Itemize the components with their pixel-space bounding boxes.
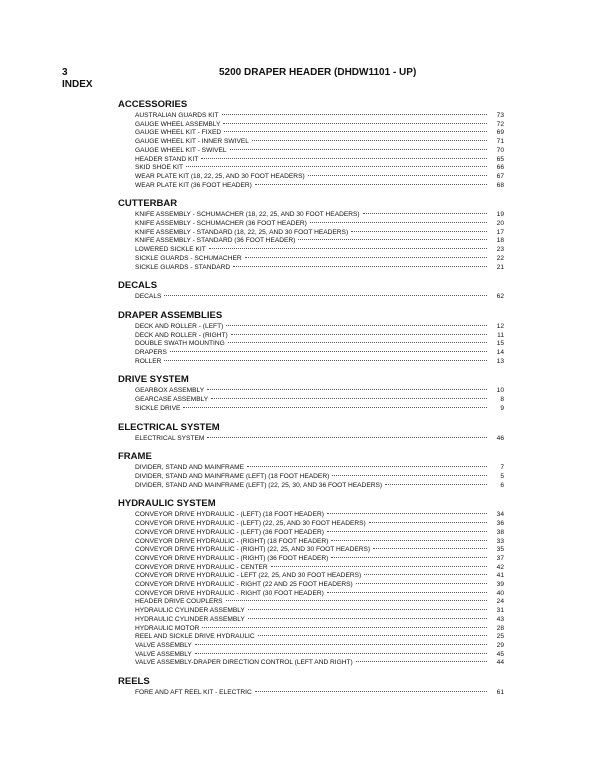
dot-leader xyxy=(233,266,487,267)
dot-leader xyxy=(183,407,487,408)
entry-page-number: 23 xyxy=(496,246,504,254)
dot-leader xyxy=(327,531,487,532)
entry-name: KNIFE ASSEMBLY - SCHUMACHER (36 FOOT HEADER) xyxy=(135,220,307,228)
dot-leader xyxy=(209,248,487,249)
index-entry[interactable] xyxy=(118,293,504,302)
index-entry[interactable] xyxy=(118,121,504,130)
index-entry[interactable] xyxy=(118,529,504,538)
dot-leader xyxy=(351,231,487,232)
index-entry[interactable] xyxy=(118,358,504,367)
dot-leader xyxy=(226,600,487,601)
index-entry[interactable] xyxy=(118,511,504,520)
entry-page-number: 38 xyxy=(496,528,504,536)
index-entry[interactable] xyxy=(118,264,504,273)
entry-name: CONVEYOR DRIVE HYDRAULIC - (LEFT) (18 FOOT HEADER) xyxy=(135,511,324,519)
entry-page-number: 13 xyxy=(496,357,504,365)
entry-name: VALVE ASSEMBLY xyxy=(135,641,192,649)
page-number: 3 xyxy=(62,67,68,78)
dot-leader xyxy=(364,574,487,575)
entry-name: GEARBOX ASSEMBLY xyxy=(135,387,205,395)
entry-name: VALVE ASSEMBLY xyxy=(135,650,192,658)
index-entry[interactable] xyxy=(118,464,504,473)
entry-page-number: 28 xyxy=(496,624,504,632)
dot-leader xyxy=(195,644,487,645)
entry-page-number: 37 xyxy=(496,554,504,562)
entry-page-number: 71 xyxy=(496,138,504,146)
entry-page-number: 8 xyxy=(500,396,504,404)
index-entry[interactable] xyxy=(118,473,504,482)
entry-page-number: 68 xyxy=(496,181,504,189)
dot-leader xyxy=(207,389,487,390)
entry-name: GAUGE WHEEL KIT - FIXED xyxy=(135,129,222,137)
entry-name: ROLLER xyxy=(135,357,162,365)
entry-page-number: 62 xyxy=(496,293,504,301)
document-title: 5200 DRAPER HEADER (DHDW1101 - UP) xyxy=(219,67,417,78)
dot-leader xyxy=(310,222,487,223)
entry-name: KNIFE ASSEMBLY - SCHUMACHER (18, 22, 25, AND 30 FOOT HEADERS) xyxy=(135,211,360,219)
entry-name: CONVEYOR DRIVE HYDRAULIC - (RIGHT) (36 FOOT HEADER) xyxy=(135,554,329,562)
entry-page-number: 20 xyxy=(496,220,504,228)
section-title: CUTTERBAR xyxy=(118,198,178,210)
entry-page-number: 31 xyxy=(496,607,504,615)
index-entry[interactable] xyxy=(118,237,504,246)
entry-name: CONVEYOR DRIVE HYDRAULIC - (RIGHT) (22, 25, AND 30 FOOT HEADERS) xyxy=(135,546,371,554)
index-entry[interactable] xyxy=(118,246,504,255)
index-entry[interactable] xyxy=(118,538,504,547)
entry-page-number: 44 xyxy=(496,659,504,667)
index-entry[interactable] xyxy=(118,129,504,138)
section-title: ELECTRICAL SYSTEM xyxy=(118,421,220,433)
dot-leader xyxy=(252,140,487,141)
index-entry[interactable] xyxy=(118,581,504,590)
entry-page-number: 35 xyxy=(496,546,504,554)
dot-leader xyxy=(223,123,487,124)
entry-page-number: 72 xyxy=(496,120,504,128)
dot-leader xyxy=(248,618,487,619)
dot-leader xyxy=(331,557,487,558)
entry-name: WEAR PLATE KIT (18, 22, 25, AND 30 FOOT HEADERS) xyxy=(135,172,305,180)
entry-name: ELECTRICAL SYSTEM xyxy=(135,434,205,442)
index-entry[interactable] xyxy=(118,482,504,491)
index-sections xyxy=(118,99,504,706)
entry-page-number: 73 xyxy=(496,112,504,119)
entry-name: LOWERED SICKLE KIT xyxy=(135,246,206,254)
entry-name: HEADER STAND KIT xyxy=(135,155,199,163)
index-entry[interactable] xyxy=(118,156,504,165)
entry-page-number: 6 xyxy=(500,481,504,489)
dot-leader xyxy=(363,213,487,214)
entry-name: GAUGE WHEEL ASSEMBLY xyxy=(135,120,221,128)
dot-leader xyxy=(224,131,487,132)
entry-name: CONVEYOR DRIVE HYDRAULIC - LEFT (22, 25, AND 30 FOOT HEADERS) xyxy=(135,572,362,580)
dot-leader xyxy=(226,325,487,326)
entry-name: HYDRAULIC MOTOR xyxy=(135,624,200,632)
index-section xyxy=(118,310,504,367)
entry-name: AUSTRALIAN GUARDS KIT xyxy=(135,112,219,119)
index-section xyxy=(118,422,504,444)
entry-name: CONVEYOR DRIVE HYDRAULIC - (RIGHT) (18 FOOT HEADER) xyxy=(135,537,329,545)
entry-name: KNIFE ASSEMBLY - STANDARD (36 FOOT HEADER) xyxy=(135,237,296,245)
index-entry[interactable] xyxy=(118,340,504,349)
dot-leader xyxy=(385,484,487,485)
dot-leader xyxy=(356,661,487,662)
entry-name: DECK AND ROLLER - (RIGHT) xyxy=(135,331,228,339)
entry-page-number: 67 xyxy=(496,172,504,180)
entry-name: CONVEYOR DRIVE HYDRAULIC - RIGHT (30 FOOT HEADER) xyxy=(135,589,324,597)
entry-page-number: 43 xyxy=(496,615,504,623)
entry-name: GEARCASE ASSEMBLY xyxy=(135,396,209,404)
entry-name: CONVEYOR DRIVE HYDRAULIC - RIGHT (22 AND 25 FOOT HEADERS) xyxy=(135,581,353,589)
entry-page-number: 15 xyxy=(496,340,504,348)
dot-leader xyxy=(332,475,487,476)
dot-leader xyxy=(245,257,487,258)
entry-name: SICKLE GUARDS - SCHUMACHER xyxy=(135,254,242,262)
dot-leader xyxy=(369,522,487,523)
dot-leader xyxy=(271,566,487,567)
index-entry[interactable] xyxy=(118,182,504,191)
dot-leader xyxy=(356,583,487,584)
index-entry[interactable] xyxy=(118,564,504,573)
index-entry[interactable] xyxy=(118,633,504,642)
section-title: ACCESSORIES xyxy=(118,99,188,110)
entry-page-number: 22 xyxy=(496,254,504,262)
dot-leader xyxy=(373,548,487,549)
dot-leader xyxy=(327,592,487,593)
dot-leader xyxy=(308,175,487,176)
dot-leader xyxy=(230,149,487,150)
index-section xyxy=(118,374,504,413)
entry-page-number: 7 xyxy=(500,464,504,472)
index-label: INDEX xyxy=(62,79,93,90)
entry-page-number: 36 xyxy=(496,520,504,528)
index-entry[interactable] xyxy=(118,112,504,121)
entry-page-number: 46 xyxy=(496,434,504,442)
entry-page-number: 9 xyxy=(500,404,504,412)
index-entry[interactable] xyxy=(118,689,504,698)
entry-page-number: 42 xyxy=(496,563,504,571)
index-section xyxy=(118,280,504,302)
entry-name: GAUGE WHEEL KIT - SWIVEL xyxy=(135,146,227,154)
entry-page-number: 18 xyxy=(496,237,504,245)
entry-name: SICKLE DRIVE xyxy=(135,404,181,412)
entry-name: WEAR PLATE KIT (36 FOOT HEADER) xyxy=(135,181,252,189)
entry-page-number: 33 xyxy=(496,537,504,545)
dot-leader xyxy=(231,334,487,335)
entry-page-number: 17 xyxy=(496,228,504,236)
entry-page-number: 41 xyxy=(496,572,504,580)
entry-page-number: 24 xyxy=(496,598,504,606)
section-title: DRIVE SYSTEM xyxy=(118,374,189,386)
dot-leader xyxy=(211,398,487,399)
index-entry[interactable] xyxy=(118,616,504,625)
index-section xyxy=(118,451,504,490)
index-entry[interactable] xyxy=(118,229,504,238)
section-title: HYDRAULIC SYSTEM xyxy=(118,498,216,510)
entry-page-number: 45 xyxy=(496,650,504,658)
entry-page-number: 21 xyxy=(496,263,504,271)
dot-leader xyxy=(331,540,487,541)
index-section xyxy=(118,99,504,190)
entry-page-number: 10 xyxy=(496,387,504,395)
dot-leader xyxy=(207,437,487,438)
index-entry[interactable] xyxy=(118,255,504,264)
dot-leader xyxy=(258,635,487,636)
dot-leader xyxy=(170,351,487,352)
index-entry[interactable] xyxy=(118,396,504,405)
dot-leader xyxy=(195,653,487,654)
entry-name: REEL AND SICKLE DRIVE HYDRAULIC xyxy=(135,633,255,641)
index-section xyxy=(118,198,504,272)
section-title: REELS xyxy=(118,676,150,688)
entry-name: SKID SHOE KIT xyxy=(135,164,183,172)
index-entry[interactable] xyxy=(118,659,504,668)
entry-page-number: 12 xyxy=(496,322,504,330)
entry-page-number: 29 xyxy=(496,641,504,649)
index-entry[interactable] xyxy=(118,332,504,341)
index-entry[interactable] xyxy=(118,546,504,555)
index-entry[interactable] xyxy=(118,211,504,220)
dot-leader xyxy=(222,114,487,115)
entry-name: DOUBLE SWATH MOUNTING xyxy=(135,340,225,348)
entry-page-number: 40 xyxy=(496,589,504,597)
index-entry[interactable] xyxy=(118,642,504,651)
entry-name: CONVEYOR DRIVE HYDRAULIC - (LEFT) (22, 25, AND 30 FOOT HEADERS) xyxy=(135,520,366,528)
entry-name: GAUGE WHEEL KIT - INNER SWIVEL xyxy=(135,138,249,146)
dot-leader xyxy=(248,609,487,610)
index-entry[interactable] xyxy=(118,138,504,147)
index-entry[interactable] xyxy=(118,590,504,599)
entry-name: DIVIDER, STAND AND MAINFRAME (LEFT) (22, 25, 30, AND 36 FOOT HEADERS) xyxy=(135,481,383,489)
index-entry[interactable] xyxy=(118,520,504,529)
entry-name: VALVE ASSEMBLY-DRAPER DIRECTION CONTROL (LEFT AND RIGHT) xyxy=(135,659,353,667)
entry-page-number: 66 xyxy=(496,164,504,172)
section-title: DRAPER ASSEMBLIES xyxy=(118,309,223,321)
index-entry[interactable] xyxy=(118,164,504,173)
entry-name: DRAPERS xyxy=(135,349,167,357)
entry-name: SICKLE GUARDS - STANDARD xyxy=(135,263,231,271)
entry-page-number: 65 xyxy=(496,155,504,163)
index-entry[interactable] xyxy=(118,625,504,634)
entry-page-number: 70 xyxy=(496,146,504,154)
dot-leader xyxy=(186,166,487,167)
index-entry[interactable] xyxy=(118,405,504,414)
entry-page-number: 34 xyxy=(496,511,504,519)
index-section xyxy=(118,676,504,698)
dot-leader xyxy=(247,466,487,467)
index-entry[interactable] xyxy=(118,572,504,581)
entry-name: DIVIDER, STAND AND MAINFRAME xyxy=(135,464,245,472)
entry-page-number: 11 xyxy=(497,331,504,339)
entry-name: CONVEYOR DRIVE HYDRAULIC - (LEFT) (36 FOOT HEADER) xyxy=(135,528,324,536)
entry-page-number: 14 xyxy=(496,349,504,357)
dot-leader xyxy=(202,627,487,628)
index-entry[interactable] xyxy=(118,220,504,229)
index-entry[interactable] xyxy=(118,651,504,660)
index-entry[interactable] xyxy=(118,323,504,332)
index-entry[interactable] xyxy=(118,173,504,182)
entry-name: HYDRAULIC CYLINDER ASSEMBLY xyxy=(135,615,245,623)
dot-leader xyxy=(201,158,487,159)
entry-page-number: 61 xyxy=(496,689,504,697)
index-entry[interactable] xyxy=(118,435,504,444)
dot-leader xyxy=(255,691,487,692)
index-entry[interactable] xyxy=(118,598,504,607)
index-entry[interactable] xyxy=(118,607,504,616)
entry-page-number: 5 xyxy=(500,472,504,480)
entry-page-number: 25 xyxy=(496,633,504,641)
section-title: FRAME xyxy=(118,451,152,463)
entry-name: CONVEYOR DRIVE HYDRAULIC - CENTER xyxy=(135,563,268,571)
entry-page-number: 19 xyxy=(496,211,504,219)
dot-leader xyxy=(255,184,487,185)
entry-name: FORE AND AFT REEL KIT - ELECTRIC xyxy=(135,689,252,697)
dot-leader xyxy=(164,360,487,361)
entry-name: KNIFE ASSEMBLY - STANDARD (18, 22, 25, AND 30 FOOT HEADERS) xyxy=(135,228,349,236)
entry-name: DECALS xyxy=(135,293,162,301)
dot-leader xyxy=(327,513,487,514)
entry-name: DIVIDER, STAND AND MAINFRAME (LEFT) (18 FOOT HEADER) xyxy=(135,472,330,480)
entry-page-number: 39 xyxy=(496,581,504,589)
dot-leader xyxy=(298,239,487,240)
section-title: DECALS xyxy=(118,280,158,292)
index-entry[interactable] xyxy=(118,147,504,156)
index-section xyxy=(118,498,504,668)
index-entry[interactable] xyxy=(118,555,504,564)
dot-leader xyxy=(164,295,487,296)
index-entry[interactable] xyxy=(118,349,504,358)
index-entry[interactable] xyxy=(118,387,504,396)
entry-name: HEADER DRIVE COUPLERS xyxy=(135,598,223,606)
entry-page-number: 69 xyxy=(496,129,504,137)
entry-name: HYDRAULIC CYLINDER ASSEMBLY xyxy=(135,607,245,615)
entry-name: DECK AND ROLLER - (LEFT) xyxy=(135,322,224,330)
dot-leader xyxy=(228,342,487,343)
